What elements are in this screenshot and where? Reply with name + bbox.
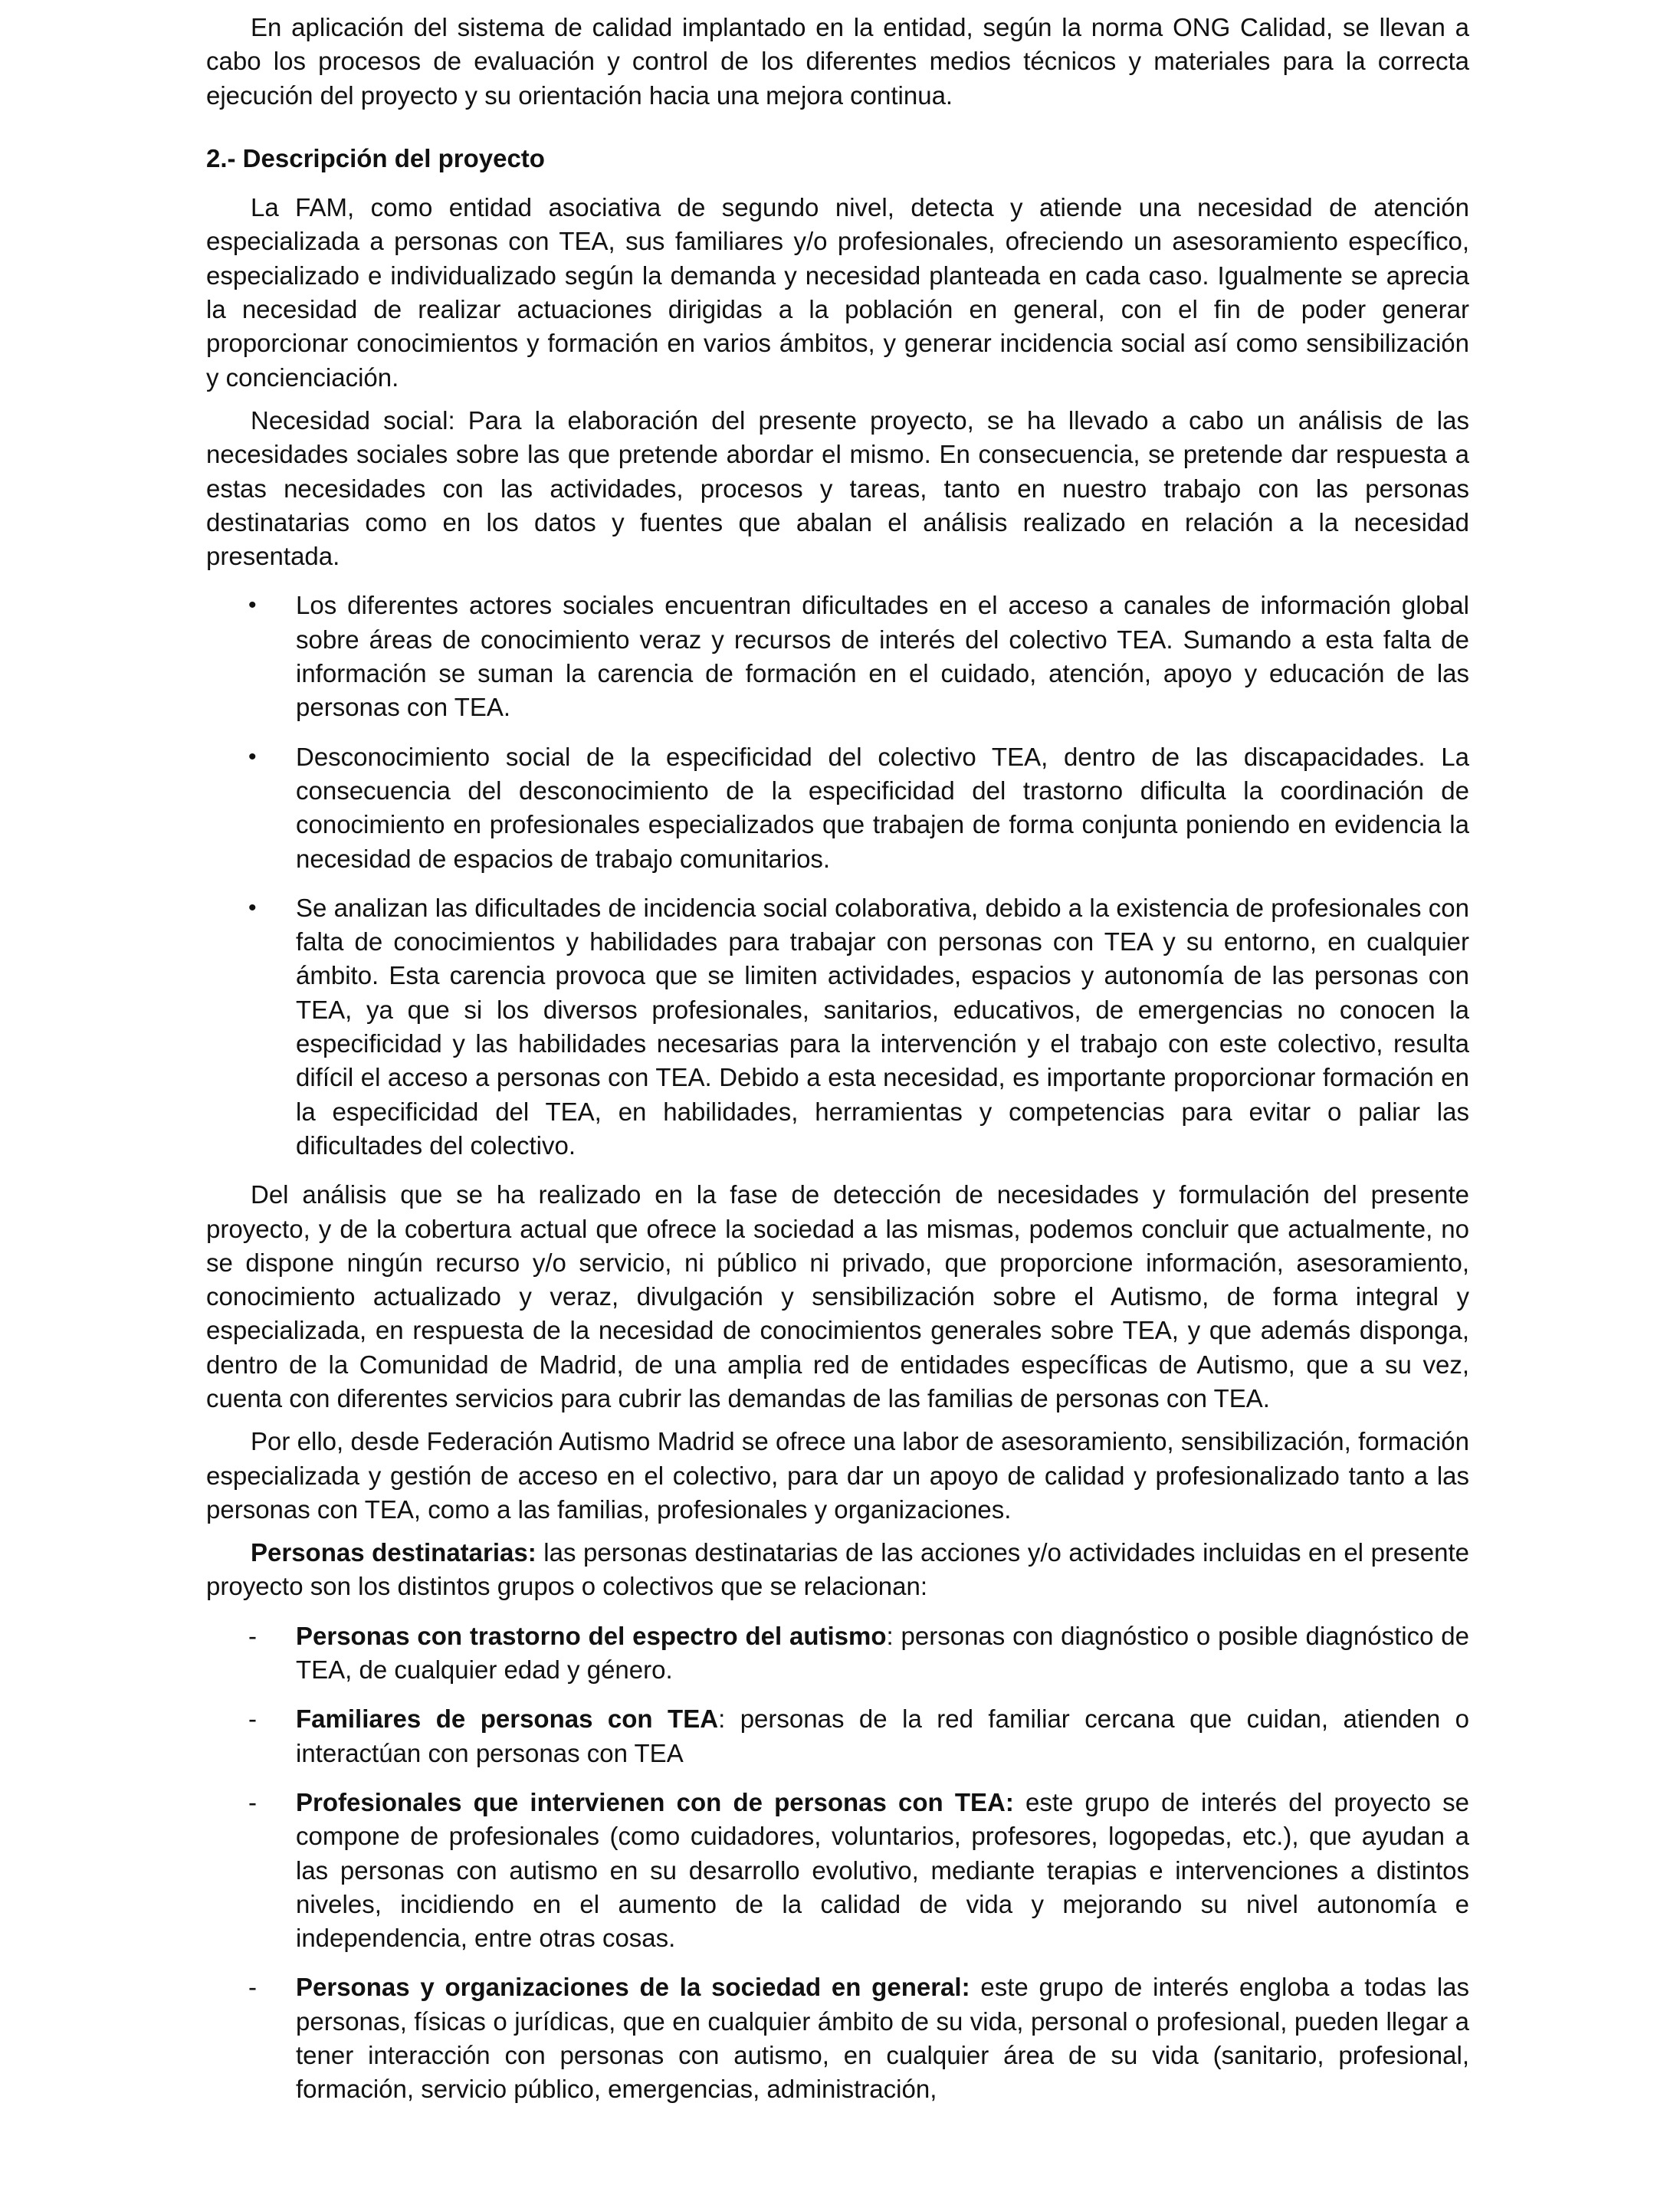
- group-text: : personas de la red familiar cercana que cuidan, atienden o interactúan con personas con TEA: [296, 1704, 1469, 1767]
- list-item: [206, 1702, 1469, 1770]
- document-page: [206, 11, 1469, 2107]
- target-groups-list: [206, 1619, 1469, 2107]
- paragraph-analisis: Del análisis que se ha realizado en la fase de detección de necesidades y formulación del presente proyecto, y de la cobertura actual que ofrece la sociedad a las mismas, podemos concluir que actualmente, no se dispone ningún recurso y/o servicio, ni público ni privado, que proporcione información, asesoramiento, conocimiento actualizado y veraz, divulgación y sensibilización sobre el Autismo, de forma integral y especializada, en respuesta de la necesidad de conocimientos generales sobre TEA, y que además disponga, dentro de la Comunidad de Madrid, de una amplia red de entidades específicas de Autismo, que a su vez, cuenta con diferentes servicios para cubrir las demandas de las familias de personas con TEA.: [206, 1180, 1469, 1412]
- intro-paragraph: En aplicación del sistema de calidad implantado en la entidad, según la norma ONG Calidad, se llevan a cabo los procesos de evaluación y control de los diferentes medios técnicos y materiales para la correcta ejecución del proyecto y su orientación hacia una mejora continua.: [206, 13, 1469, 110]
- paragraph-fam: La FAM, como entidad asociativa de segundo nivel, detecta y atiende una necesidad de atención especializada a personas con TEA, sus familiares y/o profesionales, ofreciendo un asesoramiento específico, especializado e individualizado según la demanda y necesidad planteada en cada caso. Igualmente se aprecia la necesidad de realizar actuaciones dirigidas a la población en general, con el fin de poder generar proporcionar conocimientos y formación en varios ámbitos, y generar incidencia social así como sensibilización y concienciación.: [206, 193, 1469, 392]
- section-heading: 2.- Descripción del proyecto: [206, 143, 545, 172]
- group-title: Familiares de personas con TEA: [296, 1704, 719, 1734]
- bullet-icon: •: [248, 894, 257, 920]
- bullet-text: Desconocimiento social de la especificidad del colectivo TEA, dentro de las discapacidades. La consecuencia del desconocimiento de la especificidad del trastorno dificulta la coordinación de conocimiento en profesionales especializados que trabajen de forma conjunta poniendo en evidencia la necesidad de espacios de trabajo comunitarios.: [296, 742, 1469, 873]
- group-title: Personas con trastorno del espectro del autismo: [296, 1621, 887, 1650]
- bullet-icon: •: [248, 592, 257, 618]
- bullet-icon: •: [248, 743, 257, 769]
- group-title: Personas y organizaciones de la sociedad en general:: [296, 1973, 970, 2002]
- group-text: este grupo de interés engloba a todas las personas, físicas o jurídicas, que en cualquier ámbito de su vida, personal o profesional, pueden llegar a tener interacción con personas con autismo, en cualquier área de su vida (sanitario, profesional, formación, servicio público, emergencias, administración,: [296, 1973, 1469, 2104]
- list-item: [206, 589, 1469, 724]
- destinatarias-text: las personas destinatarias de las acciones y/o actividades incluidas en el presente proyecto son los distintos grupos o colectivos que se relacionan:: [206, 1538, 1469, 1601]
- paragraph-federacion: Por ello, desde Federación Autismo Madrid se ofrece una labor de asesoramiento, sensibilización, formación especializada y gestión de acceso en el colectivo, para dar un apoyo de calidad y profesionalizado tanto a las personas con TEA, como a las familias, profesionales y organizaciones.: [206, 1427, 1469, 1524]
- group-text: : personas con diagnóstico o posible diagnóstico de TEA, de cualquier edad y género.: [296, 1621, 1469, 1685]
- list-item: [206, 740, 1469, 876]
- dash-marker: -: [248, 1621, 257, 1650]
- needs-bullet-list: [206, 589, 1469, 1163]
- group-title: Profesionales que intervienen con de personas con TEA:: [296, 1787, 1014, 1816]
- bullet-text: Los diferentes actores sociales encuentran dificultades en el acceso a canales de información global sobre áreas de conocimiento veraz y recursos de interés del colectivo TEA. Sumando a esta falta de información se suman la carencia de formación en el cuidado, atención, apoyo y educación de las personas con TEA.: [296, 591, 1469, 722]
- dash-marker: -: [248, 1973, 257, 2002]
- paragraph-necesidad-social: Necesidad social: Para la elaboración del presente proyecto, se ha llevado a cabo un análisis de las necesidades sociales sobre las que pretende abordar el mismo. En consecuencia, se pretende dar respuesta a estas necesidades con las actividades, procesos y tareas, tanto en nuestro trabajo con las personas destinatarias como en los datos y fuentes que abalan el análisis realizado en relación a la necesidad presentada.: [206, 405, 1469, 571]
- group-text: este grupo de interés del proyecto se compone de profesionales (como cuidadores, voluntarios, profesores, logopedas, etc.), que ayudan a las personas con autismo en su desarrollo evolutivo, mediante terapias e intervenciones a distintos niveles, incidiendo en el aumento de la calidad de vida y mejorando su nivel autonomía e independencia, entre otras cosas.: [296, 1787, 1469, 1953]
- list-item: [206, 1970, 1469, 2106]
- paragraph-destinatarias: [206, 1536, 1469, 1604]
- dash-marker: -: [248, 1787, 257, 1816]
- bullet-text: Se analizan las dificultades de incidencia social colaborativa, debido a la existencia de profesionales con falta de conocimientos y habilidades para trabajar con personas con TEA y su entorno, en cualquier ámbito. Esta carencia provoca que se limiten actividades, espacios y autonomía de las personas con TEA, ya que si los diversos profesionales, sanitarios, educativos, de emergencias no conocen la especificidad y las habilidades necesarias para la intervención y el trabajo con este colectivo, resulta difícil el acceso a personas con TEA. Debido a esta necesidad, es importante proporcionar formación en la especificidad del TEA, en habilidades, herramientas y competencias para evitar o paliar las dificultades del colectivo.: [296, 893, 1469, 1160]
- list-item: [206, 1619, 1469, 1688]
- dash-marker: -: [248, 1704, 257, 1734]
- list-item: [206, 891, 1469, 1163]
- destinatarias-label: Personas destinatarias:: [251, 1538, 536, 1567]
- list-item: [206, 1786, 1469, 1955]
